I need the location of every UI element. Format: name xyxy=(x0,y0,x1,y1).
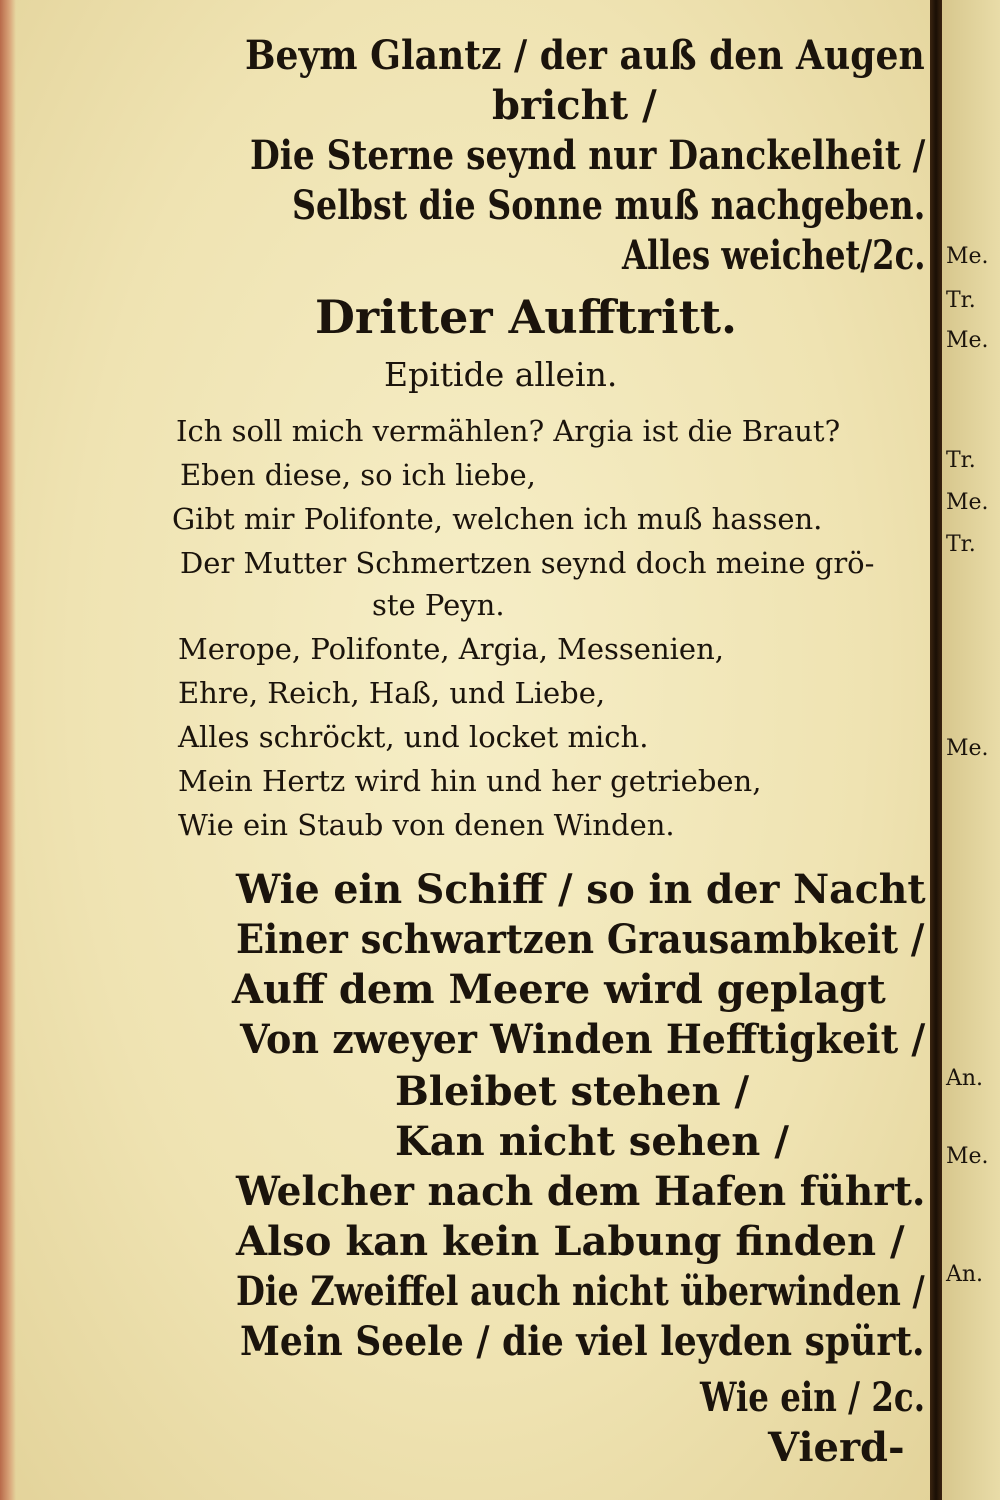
aria-line: Wie ein Schiff / so in der Nacht xyxy=(236,866,926,913)
aria-reprise-cue: Alles weichet/2c. xyxy=(622,232,926,279)
speaker-abbreviation: Tr. xyxy=(946,532,976,557)
speaker-abbreviation: Tr. xyxy=(946,288,976,313)
aria-line: Kan nicht sehen / xyxy=(395,1118,789,1165)
recitative-line: Der Mutter Schmertzen seynd doch meine grö- xyxy=(180,546,875,580)
catchword: Vierd- xyxy=(768,1424,905,1471)
recitative-line: Merope, Polifonte, Argia, Messenien, xyxy=(178,632,724,666)
aria-line: Die Zweiffel auch nicht überwinden / xyxy=(236,1268,925,1315)
speaker-abbreviation: An. xyxy=(946,1066,984,1091)
aria-tail-line: Selbst die Sonne muß nachgeben. xyxy=(292,182,926,229)
aria-line: Bleibet stehen / xyxy=(395,1068,750,1115)
speaker-abbreviation: An. xyxy=(946,1262,984,1287)
aria-line: Also kan kein Labung finden / xyxy=(236,1218,905,1265)
aria-line: Mein Seele / die viel leyden spürt. xyxy=(240,1318,925,1365)
recitative-line: Ich soll mich vermählen? Argia ist die Braut? xyxy=(176,414,841,448)
speaker-abbreviation: Me. xyxy=(946,328,989,353)
book-gutter xyxy=(930,0,942,1500)
aria-line: Einer schwartzen Grausambkeit / xyxy=(236,916,925,963)
aria-line: Von zweyer Winden Hefftigkeit / xyxy=(240,1016,926,1063)
aria-tail-line: Die Sterne seynd nur Danckelheit / xyxy=(250,132,926,179)
aria-tail-line: bricht / xyxy=(492,82,657,129)
recitative-line: Alles schröckt, und locket mich. xyxy=(178,720,649,754)
page-binding-edge xyxy=(0,0,16,1500)
speaker-abbreviation: Tr. xyxy=(946,448,976,473)
speaker-abbreviation: Me. xyxy=(946,490,989,515)
scene-title: Dritter Aufftritt. xyxy=(315,290,737,344)
facing-page-edge xyxy=(942,0,1000,1500)
speaker-abbreviation: Me. xyxy=(946,1144,989,1169)
aria-line: Welcher nach dem Hafen führt. xyxy=(236,1168,926,1215)
aria-tail-line: Beym Glantz / der auß den Augen xyxy=(245,32,925,79)
recitative-line: Mein Hertz wird hin und her getrieben, xyxy=(178,764,762,798)
recitative-line: Gibt mir Polifonte, welchen ich muß hassen. xyxy=(172,502,823,536)
aria-line: Auff dem Meere wird geplagt xyxy=(232,966,886,1013)
recitative-line: ste Peyn. xyxy=(372,588,505,622)
speaker-abbreviation: Me. xyxy=(946,244,989,269)
aria-reprise-cue: Wie ein / 2c. xyxy=(700,1374,926,1421)
recitative-line: Wie ein Staub von denen Winden. xyxy=(178,808,675,842)
recitative-line: Ehre, Reich, Haß, und Liebe, xyxy=(178,676,606,710)
speaker-abbreviation: Me. xyxy=(946,736,989,761)
recitative-line: Eben diese, so ich liebe, xyxy=(180,458,536,492)
scene-character: Epitide allein. xyxy=(384,355,618,394)
